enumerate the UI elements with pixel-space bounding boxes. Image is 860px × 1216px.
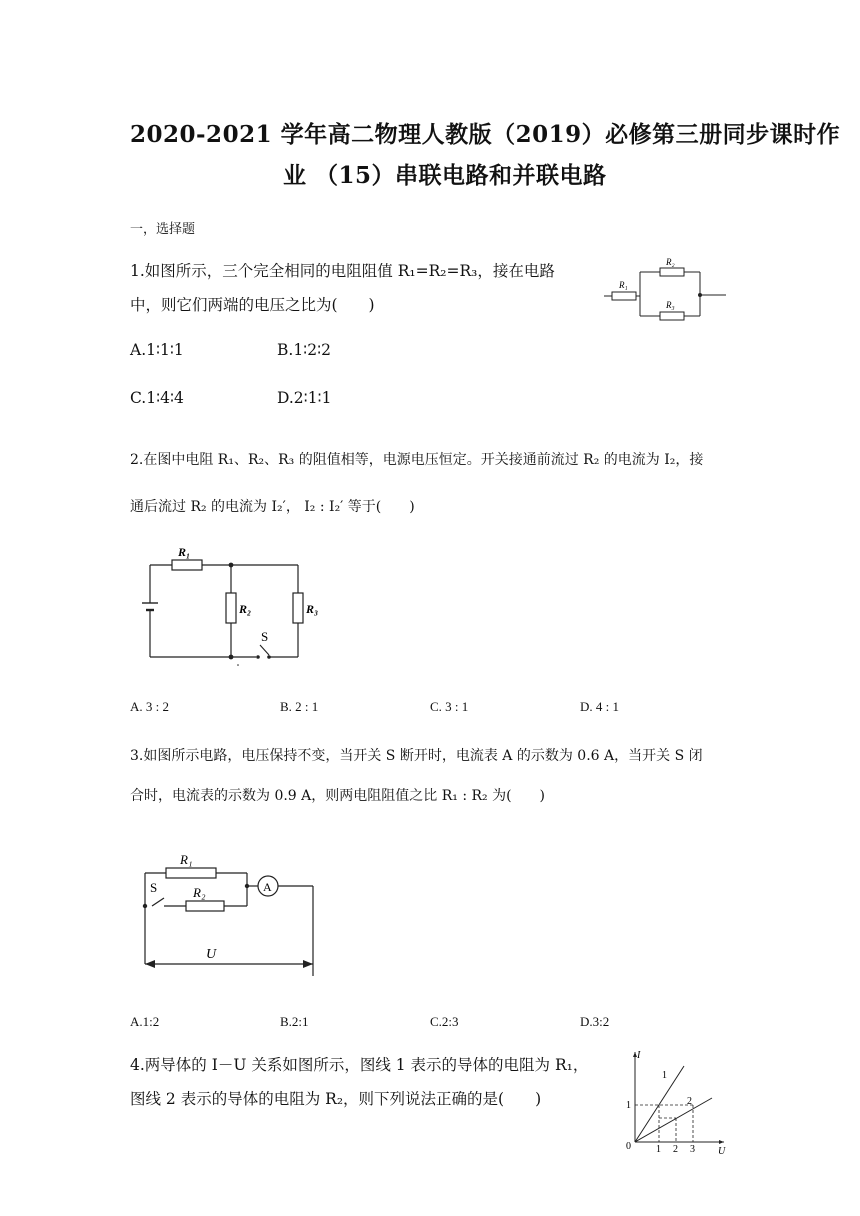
q4-line-1 [635, 1066, 684, 1142]
q2-r2-resistor [226, 593, 236, 623]
section-heading: 一，选择题 [130, 222, 196, 237]
q4-label-x-tick-2: 2 [673, 1144, 678, 1155]
q4-text-line1: 4.两导体的 I－U 关系如图所示，图线 1 表示的导体的电阻为 R₁， [130, 1056, 589, 1074]
q4-line-2 [635, 1098, 712, 1142]
q1-r3-resistor [660, 312, 684, 320]
q2-label-r3: R₃ [306, 602, 319, 616]
q3-option-d[interactable]: D.3:2 [580, 1014, 610, 1029]
q3-r1-resistor [166, 868, 216, 878]
q2-label-r2: R₂ [239, 602, 252, 616]
q3-label-ammeter: A [263, 880, 272, 894]
q3-label-r2: R₂ [193, 885, 206, 900]
q3-label-r1: R₁ [180, 852, 193, 867]
q1-label-r3: R₃ [666, 300, 675, 310]
q2-option-b[interactable]: B. 2 : 1 [280, 699, 319, 714]
q1-text-line1: 1.如图所示，三个完全相同的电阻阻值 R₁=R₂=R₃，接在电路 [130, 262, 555, 280]
q2-label-switch: S [261, 629, 269, 644]
q2-text-line2: 通后流过 R₂ 的电流为 I₂′， I₂ : I₂′ 等于( ) [130, 499, 415, 515]
q3-text-line2: 合时，电流表的示数为 0.9 A，则两电阻阻值之比 R₁ : R₂ 为( ) [130, 788, 546, 804]
q1-label-r2: R₂ [666, 257, 675, 267]
q3-r2-resistor [186, 901, 224, 911]
q3-option-a[interactable]: A.1:2 [130, 1014, 160, 1029]
q3-label-voltage: U [206, 947, 217, 962]
q4-label-line-2: 2 [687, 1096, 692, 1107]
q3-text-line1: 3.如图所示电路，电压保持不变，当开关 S 断开时，电流表 A 的示数为 0.6 A，当开关 S 闭 [130, 748, 703, 764]
q3-label-switch: S [150, 880, 158, 895]
q1-text-line2: 中，则它们两端的电压之比为( ) [130, 296, 375, 314]
q2-option-d[interactable]: D. 4 : 1 [580, 699, 619, 714]
q4-label-y-tick: 1 [626, 1100, 631, 1111]
page-title-line1: 2020-2021 学年高二物理人教版（2019）必修第三册同步课时作 [130, 121, 841, 148]
q1-option-d[interactable]: D.2∶1∶1 [277, 389, 332, 407]
q1-label-r1: R₁ [619, 280, 628, 290]
q1-r2-resistor [660, 268, 684, 276]
q3-circuit-diagram [140, 850, 326, 978]
q2-r1-resistor [172, 560, 202, 570]
q4-label-x-axis: U [718, 1146, 726, 1157]
q3-option-b[interactable]: B.2:1 [280, 1014, 309, 1029]
q1-option-a[interactable]: A.1∶1∶1 [130, 341, 184, 359]
q4-label-line-1: 1 [662, 1070, 667, 1081]
page-title-line2: 业 （15）串联电路和并联电路 [283, 162, 607, 189]
q2-circuit-diagram [138, 543, 334, 671]
q2-text-line1: 2.在图中电阻 R₁、R₂、R₃ 的阻值相等，电源电压恒定。开关接通前流过 R₂ 的电流为 I₂，接 [130, 452, 704, 468]
q4-label-origin: 0 [626, 1141, 631, 1152]
q2-r3-resistor [293, 593, 303, 623]
q2-option-a[interactable]: A. 3 : 2 [130, 699, 169, 714]
q4-text-line2: 图线 2 表示的导体的电阻为 R₂，则下列说法正确的是( ) [130, 1090, 542, 1108]
q1-circuit-diagram [604, 252, 732, 328]
q4-label-x-tick-1: 1 [656, 1144, 661, 1155]
q2-label-r1: R₁ [178, 545, 191, 559]
q2-option-c[interactable]: C. 3 : 1 [430, 699, 469, 714]
q4-label-y-axis: I [637, 1050, 641, 1061]
q1-option-c[interactable]: C.1∶4∶4 [130, 389, 184, 407]
q1-r1-resistor [612, 292, 636, 300]
q4-iu-graph [620, 1048, 732, 1158]
q1-option-b[interactable]: B.1∶2∶2 [277, 341, 331, 359]
q3-option-c[interactable]: C.2:3 [430, 1014, 459, 1029]
q4-label-x-tick-3: 3 [690, 1144, 695, 1155]
